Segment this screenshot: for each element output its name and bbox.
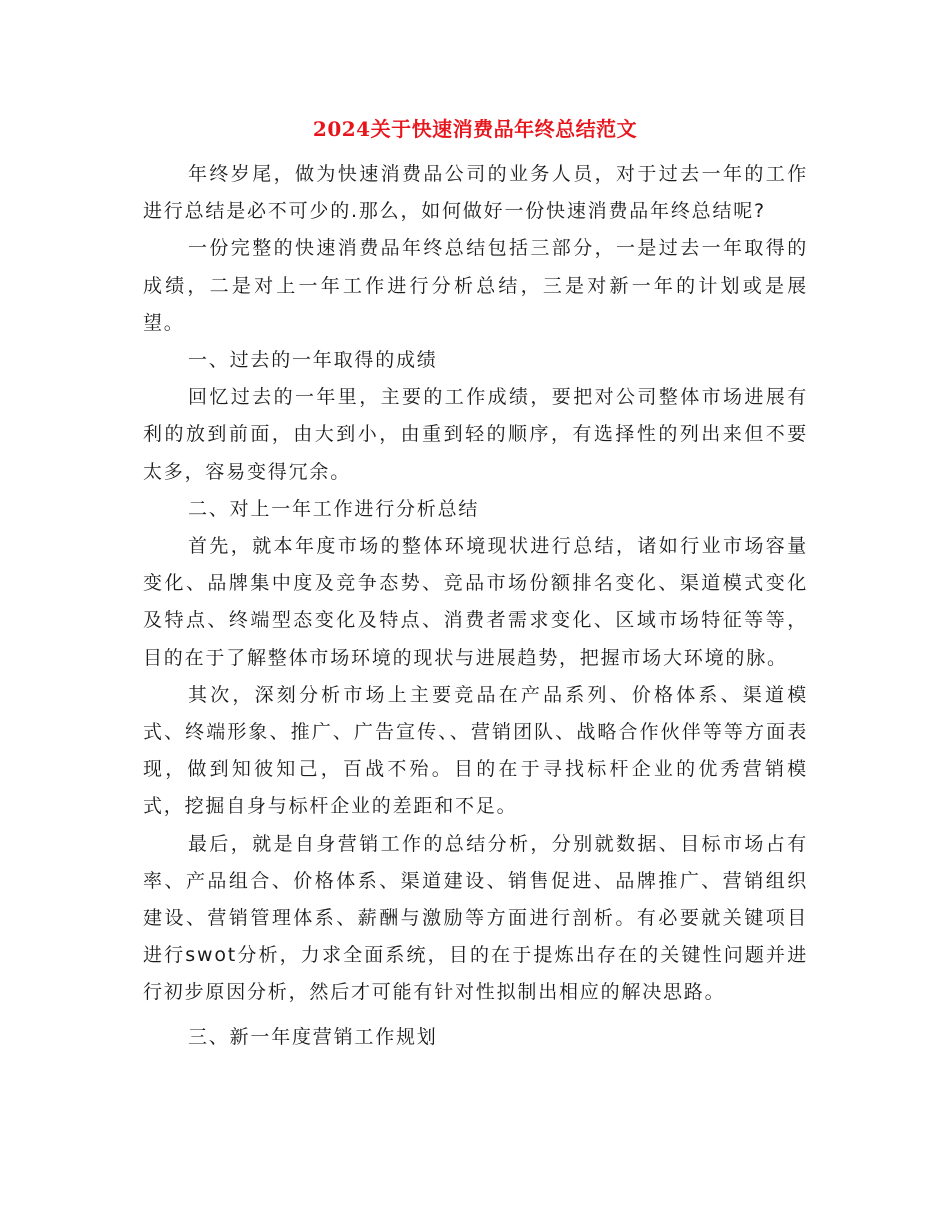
section-heading-plan: 三、新一年度营销工作规划 (188, 1025, 438, 1048)
document-body (143, 156, 808, 1056)
paragraph-analysis-first: 首先，就本年度市场的整体环境现状进行总结，诸如行业市场容量变化、品牌集中度及竞争态势、竞品市场份额排名变化、渠道模式变化及特点、终端型态变化及特点、消费者需求变化、区域市场特征等等，目的在于了解整体市场环境的现状与进展趋势，把握市场大环境的脉。 (143, 535, 808, 669)
paragraph-structure: 一份完整的快速消费品年终总结包括三部分，一是过去一年取得的成绩，二是对上一年工作进行分析总结，三是对新一年的计划或是展望。 (143, 237, 808, 334)
paragraph-analysis-second: 其次，深刻分析市场上主要竞品在产品系列、价格体系、渠道模式、终端形象、推广、广告宣传、、营销团队、战略合作伙伴等等方面表现，做到知彼知己，百战不殆。目的在于寻找标杆企业的优秀营销模式，挖掘自身与标杆企业的差距和不足。 (143, 683, 808, 818)
document-title: 2024关于快速消费品年终总结范文 (312, 117, 638, 141)
paragraph-intro: 年终岁尾，做为快速消费品公司的业务人员，对于过去一年的工作进行总结是必不可少的.那么，如何做好一份快速消费品年终总结呢? (143, 163, 808, 223)
spacer (143, 1012, 808, 1019)
section-heading-analysis: 二、对上一年工作进行分析总结 (188, 497, 480, 520)
section-heading-achievements: 一、过去的一年取得的成绩 (188, 349, 438, 372)
paragraph-achievements: 回忆过去的一年里，主要的工作成绩，要把对公司整体市场进展有利的放到前面，由大到小，由重到轻的顺序，有选择性的列出来但不要太多，容易变得冗余。 (143, 386, 808, 483)
paragraph-analysis-last: 最后，就是自身营销工作的总结分析，分别就数据、目标市场占有率、产品组合、价格体系、渠道建设、销售促进、品牌推广、营销组织建设、营销管理体系、薪酬与激励等方面进行剖析。有必要就关键项目进行swot分析，力求全面系统，目的在于提炼出存在的关键性问题并进行初步原因分析，然后才可能有针对性拟制出相应的解决思路。 (143, 832, 808, 1004)
